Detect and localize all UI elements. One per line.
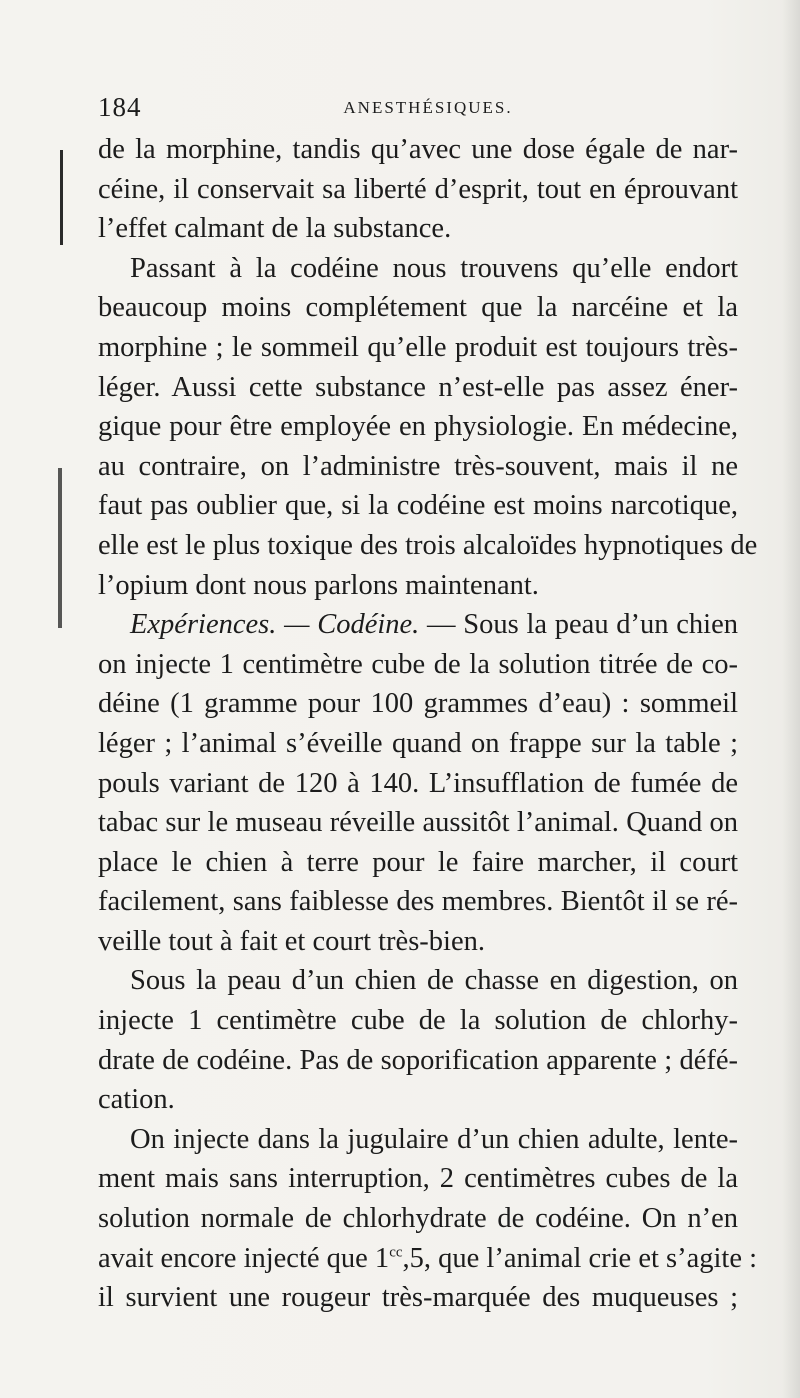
line-text: veille tout à fait et court très-bien.: [98, 925, 485, 957]
line-text: léger ; l’animal s’éveille quand on frappe sur la table ;: [98, 727, 738, 759]
line-text: morphine ; le sommeil qu’elle produit est toujours très-: [98, 331, 738, 363]
line-text: Passant à la codéine nous trouvens qu’elle endort: [130, 252, 738, 284]
line-text: avait encore injecté que 1: [98, 1242, 390, 1274]
line-text: elle est le plus toxique des trois alcaloïdes hypnotiques de: [98, 529, 758, 561]
line-text: On injecte dans la jugulaire d’un chien adulte, lente-: [130, 1123, 738, 1155]
text-line: [98, 209, 738, 249]
text-line: [98, 1159, 738, 1199]
text-line: [98, 486, 738, 526]
margin-pencil-mark: [60, 150, 83, 245]
text-line: [98, 1041, 738, 1081]
text-line: [98, 803, 738, 843]
text-line: [98, 1001, 738, 1041]
text-line: [98, 1199, 738, 1239]
text-line: [98, 447, 738, 487]
line-text: il survient une rougeur très-marquée des muqueuses ;: [98, 1282, 738, 1314]
line-text: Sous la peau d’un chien de chasse en digestion, on: [130, 965, 738, 997]
text-line: [98, 645, 738, 685]
text-line: [98, 961, 738, 1001]
margin-pencil-mark: [58, 468, 82, 628]
line-text: — Sous la peau d’un chien: [419, 609, 738, 641]
line-text: solution normale de chlorhydrate de codéine. On n’en: [98, 1203, 738, 1235]
line-text: place le chien à terre pour le faire marcher, il court: [98, 846, 738, 878]
line-text: céine, il conservait sa liberté d’esprit, tout en éprouvant: [98, 173, 738, 205]
line-text: facilement, sans faiblesse des membres. Bientôt il se ré-: [98, 886, 738, 918]
line-text: l’opium dont nous parlons maintenant.: [98, 569, 539, 601]
line-text: drate de codéine. Pas de soporification apparente ; défé-: [98, 1044, 738, 1076]
line-text: ,5, que l’animal crie et s’agite :: [402, 1242, 758, 1274]
running-head: ANESTHÉSIQUES.: [343, 98, 513, 117]
text-line: [98, 605, 738, 645]
text-line: [98, 684, 738, 724]
line-text: de la morphine, tandis qu’avec une dose égale de nar-: [98, 134, 738, 165]
superscript: cc: [389, 1244, 403, 1261]
text-line: [98, 526, 758, 566]
line-text: tabac sur le museau réveille aussitôt l’animal. Quand on: [98, 807, 738, 839]
text-line: [98, 764, 738, 804]
body-text: [98, 130, 758, 1318]
text-line: [98, 407, 738, 447]
page-number: 184: [98, 92, 142, 122]
italic-heading: Expériences. — Codéine.: [130, 609, 420, 641]
line-text: au contraire, on l’administre très-souvent, mais il ne: [98, 450, 738, 482]
text-line: [98, 130, 738, 170]
line-text: gique pour être employée en physiologie. En médecine,: [98, 411, 738, 443]
line-text: l’effet calmant de la substance.: [98, 213, 452, 245]
text-line: [98, 1080, 738, 1120]
line-text: léger. Aussi cette substance n’est-elle pas assez éner-: [98, 371, 738, 403]
text-line: [98, 882, 738, 922]
line-text: on injecte 1 centimètre cube de la solution titrée de co-: [98, 648, 738, 680]
text-line: [98, 724, 738, 764]
text-line: [98, 1120, 738, 1160]
line-text: pouls variant de 120 à 140. L’insufflation de fumée de: [98, 767, 738, 799]
text-line: [98, 1278, 738, 1318]
text-line: [98, 843, 738, 883]
line-text: beaucoup moins complétement que la narcéine et la: [98, 292, 738, 324]
text-line: [98, 288, 738, 328]
line-text: cation.: [98, 1084, 175, 1116]
page-header: [98, 92, 738, 126]
text-line: [98, 566, 738, 606]
text-line: [98, 249, 738, 289]
line-text: déine (1 gramme pour 100 grammes d’eau) : sommeil: [98, 688, 738, 720]
line-text: faut pas oublier que, si la codéine est moins narcotique,: [98, 490, 738, 522]
page-gutter-shadow: [782, 0, 800, 1398]
text-line: [98, 170, 738, 210]
text-line: [98, 328, 738, 368]
text-line: [98, 922, 738, 962]
text-line: [98, 1239, 758, 1279]
text-line: [98, 368, 738, 408]
line-text: injecte 1 centimètre cube de la solution de chlorhy-: [98, 1005, 738, 1037]
line-text: ment mais sans interruption, 2 centimètres cubes de la: [98, 1163, 738, 1195]
